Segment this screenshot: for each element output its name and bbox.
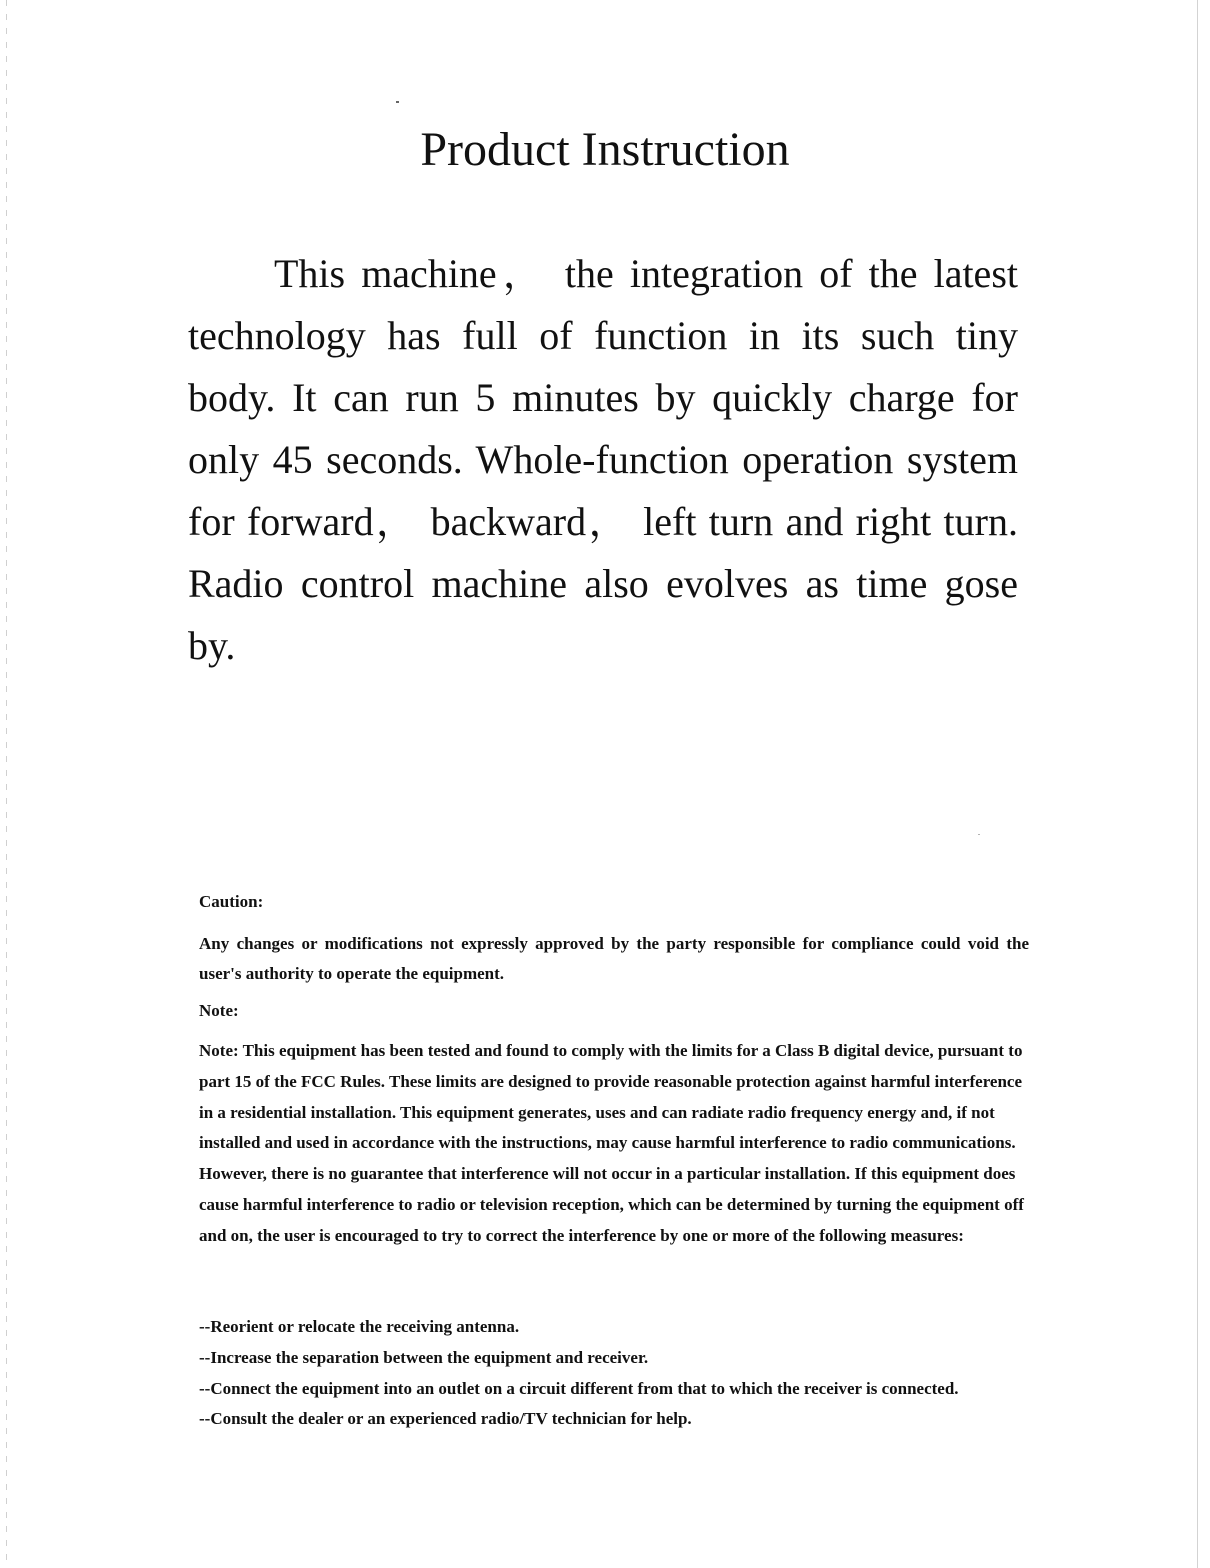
caution-text: Any changes or modifications not expressly approved by the party responsible for compliance could void the user's authority to operate the equipment. — [199, 934, 1029, 983]
measure-item: --Consult the dealer or an experienced radio/TV technician for help. — [199, 1409, 692, 1429]
measure-item: --Connect the equipment into an outlet on a circuit different from that to which the receiver is connected. — [199, 1378, 959, 1398]
scan-speck — [978, 834, 980, 835]
note-heading: Note: — [199, 1001, 239, 1020]
measure-item: --Increase the separation between the equipment and receiver. — [199, 1347, 649, 1367]
caution-heading: Caution: — [199, 892, 264, 911]
measures-list — [199, 1312, 1029, 1435]
page-title: Product Instruction — [420, 123, 790, 176]
scan-speck — [396, 101, 399, 103]
intro-paragraph: This machine， the integration of the latest technology has full of function in its such tiny body. It can run 5 minutes by quickly charge for only 45 seconds. Whole-function operation system for forward， backward， left turn and right turn. Radio control machine also evolves as time gose by. — [188, 251, 1018, 668]
measure-item: --Reorient or relocate the receiving antenna. — [199, 1317, 520, 1336]
note-text: Note: This equipment has been tested and found to comply with the limits for a Class B digital device, pursuant to part 15 of the FCC Rules. These limits are designed to provide reasonable protection against harmful interference in a residential installation. This equipment generates, uses and can radiate radio frequency energy and, if not installed and used in accordance with the instructions, may cause harmful interference to radio communications. However, there is no guarantee that interference will not occur in a particular installation. If this equipment does cause harmful interference to radio or television reception, which can be determined by turning the equipment off and on, the user is encouraged to try to correct the interference by one or more of the following measures: — [199, 1041, 1024, 1245]
scan-edge-left — [6, 0, 7, 1568]
scan-edge-right — [1197, 0, 1198, 1568]
